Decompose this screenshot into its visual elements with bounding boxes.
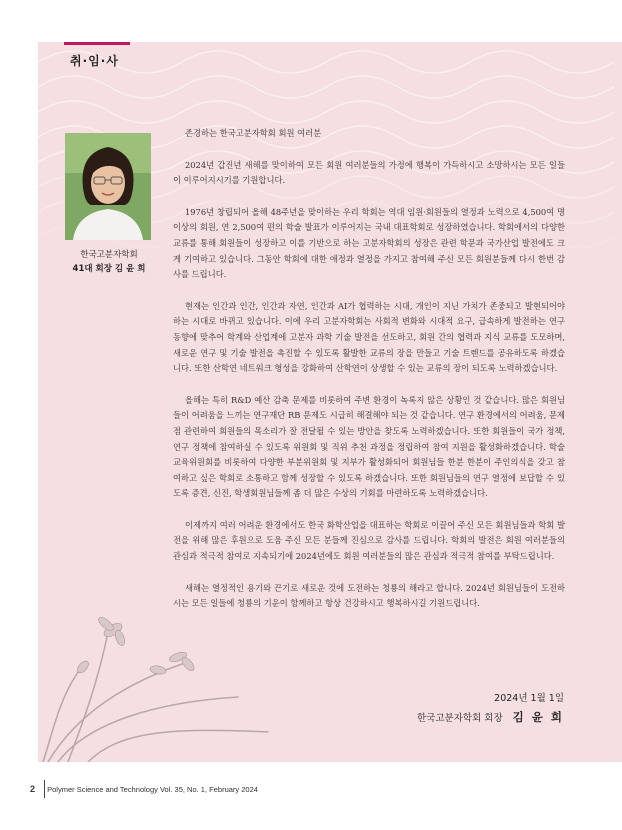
letter-paragraph: 현재는 인간과 인간, 인간과 자연, 인간과 AI가 협력하는 시대, 개인이 지닌 가치가 존중되고 발현되어야 하는 시대로 바뀌고 있습니다. 이에 우리 고분자학회는 사회적 변화와 시대적 요구, 급속하게 발전하는 연구 동향에 맞추어 학계와 산업계에 고분자 과학 기술 발전을 선도하고, 회원 간의 협력과 지식 교류를 도모하며, 새로운 연구 및 기술 발전을 촉진할 수 있도록 활발한 교류의 장을 만들고 기술 트렌드를 공유하도록 하겠습니다. 또한 산학연 네트워크 형성을 강화하여 산학연이 상생할 수 있는 교류의 장이 되도록 노력하겠습니다. (173, 300, 565, 374)
signature-date: 2024년 1월 1일 (494, 693, 564, 704)
letter-paragraph: 새해는 열정적인 용기와 끈기로 새로운 것에 도전하는 청룡의 해라고 합니다. 2024년 회원님들이 도전하시는 모든 일들에 청룡의 기운이 함께하고 항상 건강하시고 행복하시길 기원드립니다. (173, 582, 565, 609)
signature-block (417, 709, 564, 725)
portrait-image (65, 133, 151, 240)
caption-author-name: 41대 회장 김 윤 희 (72, 264, 146, 274)
signature-title: 한국고분자학회 회장 (417, 713, 503, 724)
letter-paragraph: 2024년 갑진년 새해를 맞이하여 모든 회원 여러분들의 가정에 행복이 가득하시고 소망하시는 모든 일들이 이루어지시기를 기원합니다. (173, 159, 565, 186)
header-accent-bar (64, 42, 130, 45)
caption-affiliation: 한국고분자학회 (80, 250, 138, 260)
letter-greeting: 존경하는 한국고분자학회 회원 여러분 (185, 128, 322, 138)
journal-citation: Polymer Science and Technology Vol. 35, No. 1, February 2024 (47, 785, 258, 794)
author-caption (62, 248, 156, 276)
letter-paragraph: 이제까지 여러 어려운 환경에서도 한국 화학산업을 대표하는 학회로 이끌어 주신 모든 회원님들과 학회 발전을 위해 많은 후원으로 도움 주신 모든 분들께 진심으로 감사를 드립니다. 학회의 발전은 회원 여러분들의 관심과 적극적 참여로 지속되기에 2024년에도 회원 여러분들의 많은 관심과 적극적 참여를 부탁드립니다. (173, 519, 565, 562)
letter-paragraph: 올해는 특히 R&D 예산 감축 문제를 비롯하여 주변 환경이 녹록지 않은 상황인 것 같습니다. 많은 회원님들이 어려움을 느끼는 연구재단 RB 문제도 시급히 해결해야 되는 것 같습니다. 연구 환경에서의 어려움, 문제점 관련하여 회원들의 목소리가 잘 전달될 수 있는 방안을 찾도록 노력하겠습니다. 또한 회원들이 국가 정책, 연구 정책에 참여하실 수 있도록 위원회 및 직위 추천 과정을 정립하여 참여 지원을 활성화하겠습니다. 학술교육위원회를 비롯하여 다양한 부분위원회 및 지부가 활성화되어 회원님들 한분 한분이 주인의식을 갖고 참여하고 싶은 학회로 소통하고 함께 성장할 수 있도록 하겠습니다. 또한 회원님들의 연구 열정에 보답할 수 있도록 증견, 신진, 학생회원님들께 좀 더 많은 수상의 기회를 마련하도록 노력하겠습니다. (173, 394, 565, 499)
letter-body (173, 126, 565, 628)
section-title: 취·임·사 (70, 54, 119, 68)
page-number: 2 (30, 784, 36, 794)
page-footer (30, 784, 258, 794)
author-photo (65, 133, 151, 240)
signature-name: 김 윤 희 (512, 710, 564, 724)
letter-paragraph: 1976년 창립되어 올해 48주년을 맞이하는 우리 학회는 역대 임원·회원들의 열정과 노력으로 4,500여 명 이상의 회원, 연 2,500여 편의 학술 발표가 이루어지는 국내 대표학회로 성장하였습니다. 학회에서의 다양한 교류를 통해 회원들이 성장하고 이를 기반으로 하는 고분자학회의 성장은 관련 학문과 국가산업 발전에도 크게 기여하고 있습니다. 그동안 학회에 대한 애정과 열정을 가지고 참여해 주신 모든 회원분들께 다시 한번 감사를 드립니다. (173, 206, 565, 280)
